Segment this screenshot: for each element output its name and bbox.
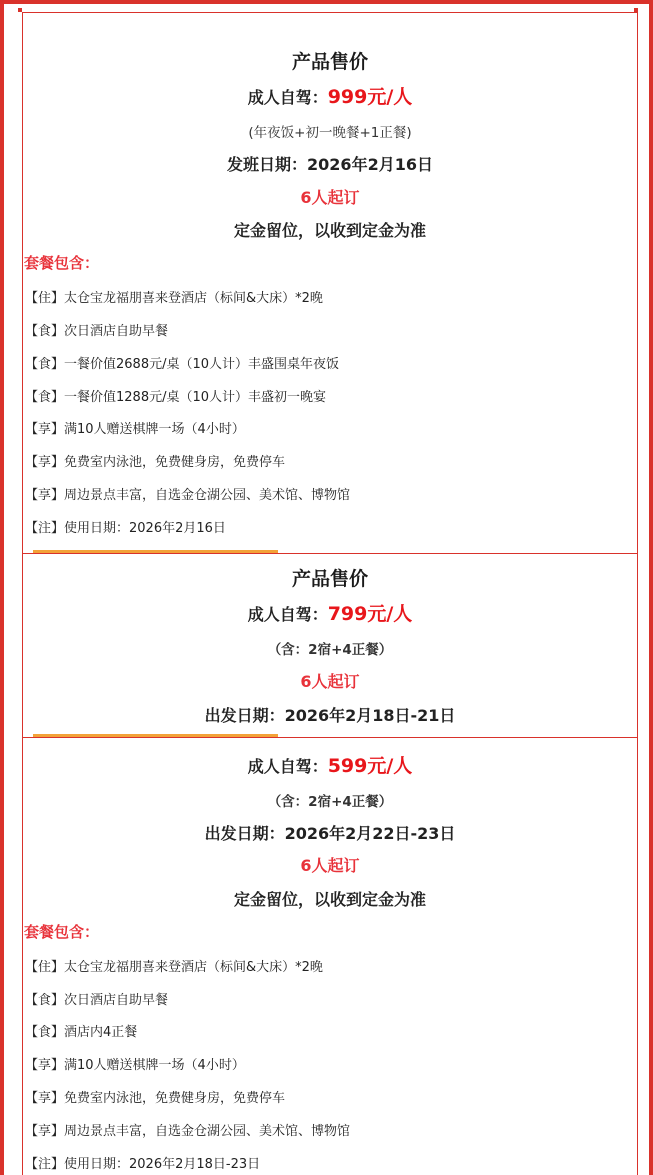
section1-item: 【享】满10人赠送棋牌一场（4小时） [25,422,245,437]
section1-item: 【住】太仓宝龙福朋喜来登酒店（标间&大床）*2晚 [25,291,323,306]
section2-price-line [22,599,638,626]
section3-price-label: 成人自驾： [247,757,328,776]
section1-price: 999元/人 [327,86,413,108]
section1-price-label: 成人自驾： [247,88,328,107]
section3-item: 【住】太仓宝龙福朋喜来登酒店（标间&大床）*2晚 [25,960,323,975]
section1-price-line [22,82,638,109]
section1-meals: (年夜饭+初一晚餐+1正餐) [248,125,412,141]
section3-item: 【食】酒店内4正餐 [25,1025,138,1040]
section-divider [22,553,638,554]
section2-meals: （含：2宿+4正餐） [267,642,393,658]
section1-item: 【注】使用日期：2026年2月16日 [25,521,226,536]
section-divider [22,737,638,738]
section2-title: 产品售价 [291,568,368,590]
section1-item: 【食】次日酒店自助早餐 [25,324,169,339]
section1-item: 【食】一餐价值2688元/桌（10人计）丰盛围桌年夜饭 [25,357,340,372]
section1-package-label: 套餐包含： [24,254,100,272]
section3-date: 出发日期：2026年2月22日-23日 [204,824,456,843]
section3-price: 599元/人 [327,755,413,777]
section2-date: 出发日期：2026年2月18日-21日 [204,706,456,725]
section3-item: 【享】免费室内泳池，免费健身房，免费停车 [25,1091,286,1106]
section1-item: 【享】周边景点丰富，自选金仓湖公园、美术馆、博物馆 [25,488,351,503]
section3-item: 【食】次日酒店自助早餐 [25,993,169,1008]
section3-package-label: 套餐包含： [24,923,100,941]
section3-deposit: 定金留位，以收到定金为准 [233,890,426,909]
section3-min-order: 6人起订 [300,856,360,875]
section1-item: 【享】免费室内泳池，免费健身房，免费停车 [25,455,286,470]
section1-deposit: 定金留位，以收到定金为准 [233,221,426,240]
corner-dot-left [18,8,22,12]
section1-item: 【食】一餐价值1288元/桌（10人计）丰盛初一晚宴 [25,390,327,405]
section3-item: 【享】满10人赠送棋牌一场（4小时） [25,1058,245,1073]
section2-price-label: 成人自驾： [247,605,328,624]
section3-meals: （含：2宿+4正餐） [267,794,393,810]
section2-min-order: 6人起订 [300,672,360,691]
section3-item: 【注】使用日期：2026年2月18日-23日 [25,1157,261,1172]
section1-title: 产品售价 [291,51,368,73]
section1-min-order: 6人起订 [300,188,360,207]
section3-price-line [22,751,638,778]
section2-price: 799元/人 [327,603,413,625]
corner-dot-right [634,8,638,12]
section3-item: 【享】周边景点丰富，自选金仓湖公园、美术馆、博物馆 [25,1124,351,1139]
section1-date: 发班日期：2026年2月16日 [227,155,433,174]
